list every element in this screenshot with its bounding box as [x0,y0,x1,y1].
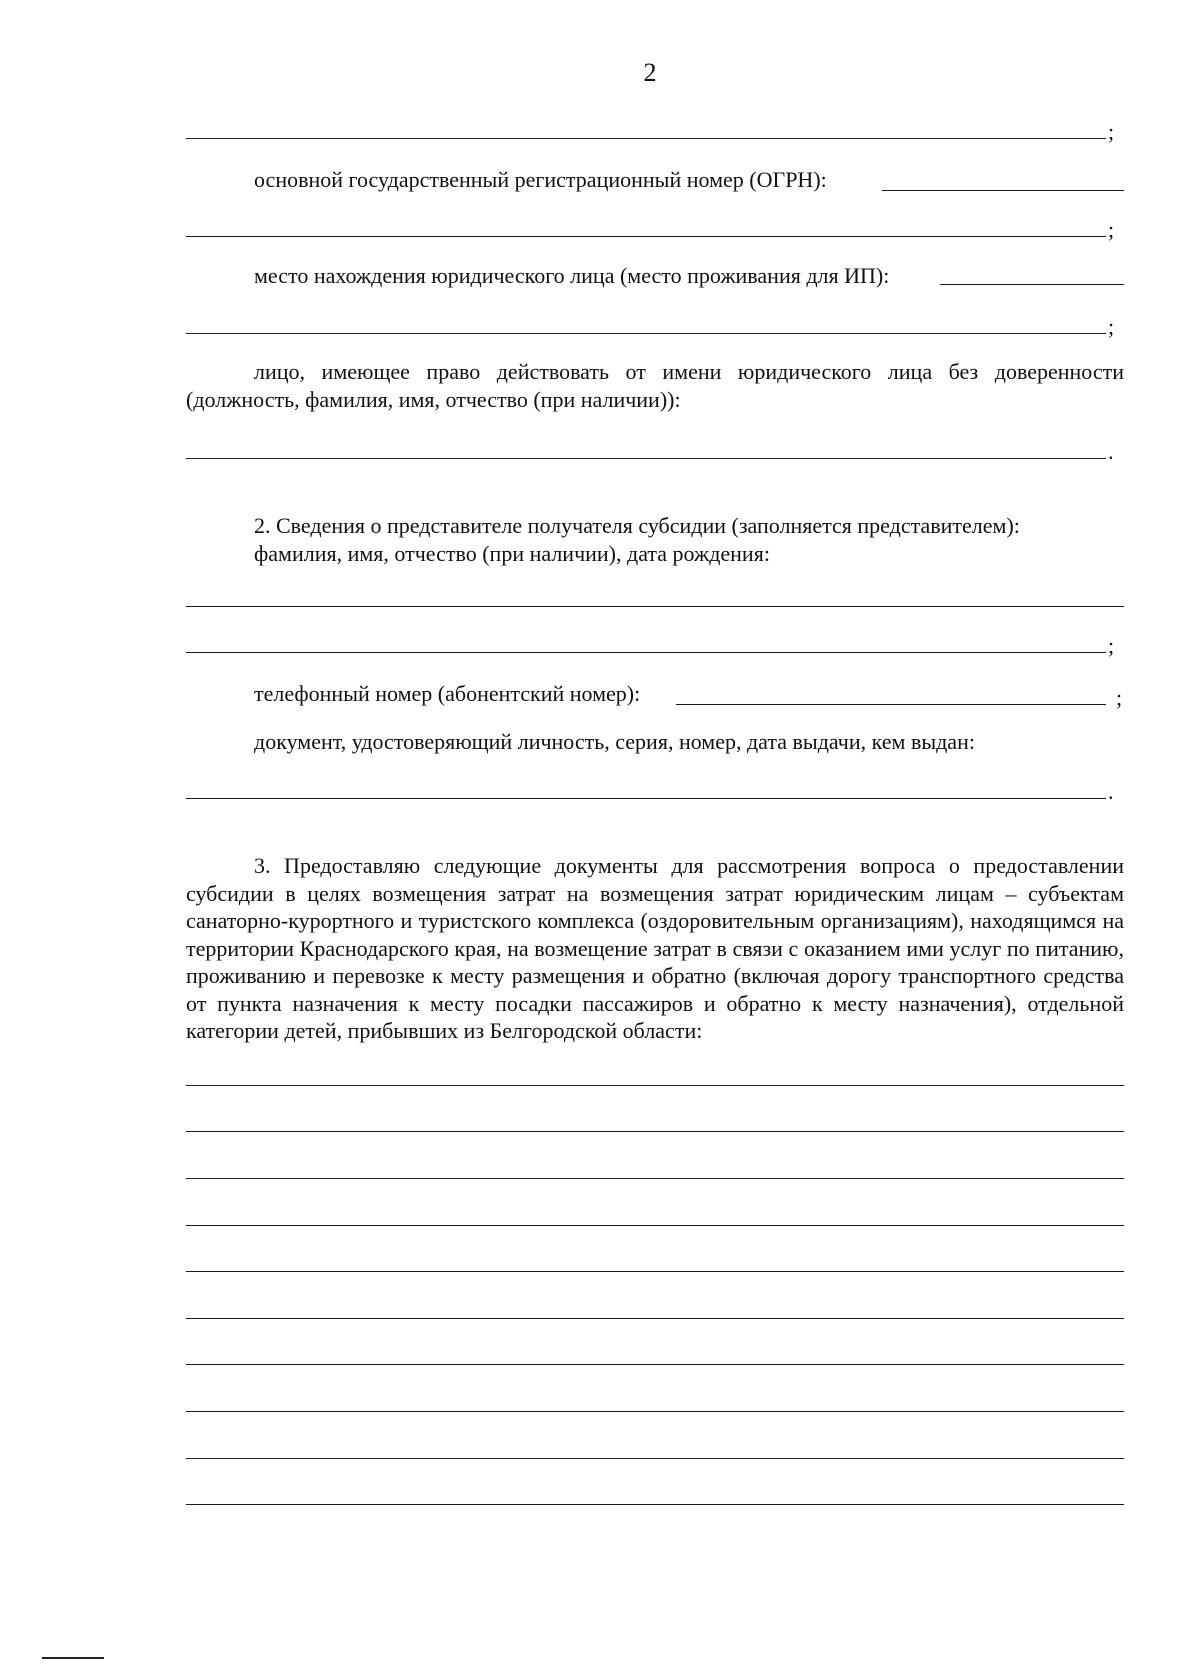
document-line[interactable] [186,1225,1124,1226]
document-line[interactable] [186,1411,1124,1412]
phone-label: телефонный номер (абонентский номер): [254,681,641,706]
blank-line[interactable] [186,138,1106,139]
semicolon: ; [1116,685,1123,710]
blank-line[interactable] [186,236,1106,237]
page-number: 2 [643,58,657,87]
blank-line[interactable] [186,333,1106,334]
document-line[interactable] [186,1131,1124,1132]
section2-title: 2. Сведения о представителе получателя субсидии (заполняется представителем): [254,513,1020,538]
blank-line[interactable] [186,606,1124,607]
ogrn-label: основной государственный регистрационный номер (ОГРН): [254,167,827,192]
footer-mark [42,1657,104,1659]
document-line[interactable] [186,1458,1124,1459]
document-line[interactable] [186,1178,1124,1179]
document-line[interactable] [186,1085,1124,1086]
blank-line[interactable] [186,652,1106,653]
address-field[interactable] [940,284,1124,285]
document-line[interactable] [186,1364,1124,1365]
document-line[interactable] [186,1271,1124,1272]
section3-text: 3. Предоставляю следующие документы для рассмотрения вопроса о предоставлении субсидии в целях возмещения затрат на возмещения затрат юридическим лицам – субъектам санаторно-курортного и туристского комплекса (оздоровительным организациям), находящимся на территории Краснодарского края, на возмещение затрат в связи с оказанием ими услуг по питанию, проживанию и перевозке к месту размещения и обратно (включая дорогу транспортного средства от пункта назначения к месту посадки пассажиров и обратно к месту назначения), отдельной категории детей, прибывших из Белгородской области: [186,853,1124,1043]
document-line[interactable] [186,1318,1124,1319]
section2-fio-label: фамилия, имя, отчество (при наличии), дата рождения: [254,541,770,566]
semicolon: ; [1108,217,1115,242]
id-doc-label: документ, удостоверяющий личность, серия, номер, дата выдачи, кем выдан: [254,729,975,754]
ogrn-field[interactable] [882,190,1124,191]
address-label: место нахождения юридического лица (место проживания для ИП): [254,263,890,288]
semicolon: ; [1108,314,1115,339]
blank-line[interactable] [186,798,1106,799]
period: . [1108,779,1114,804]
semicolon: ; [1108,633,1115,658]
authority-label: лицо, имеющее право действовать от имени юридического лица без доверенности (должность, фамилия, имя, отчество (при наличии)): [186,359,1124,412]
phone-field[interactable] [676,704,1106,705]
period: . [1108,439,1114,464]
blank-line[interactable] [186,458,1106,459]
document-line[interactable] [186,1504,1124,1505]
semicolon: ; [1108,119,1115,144]
